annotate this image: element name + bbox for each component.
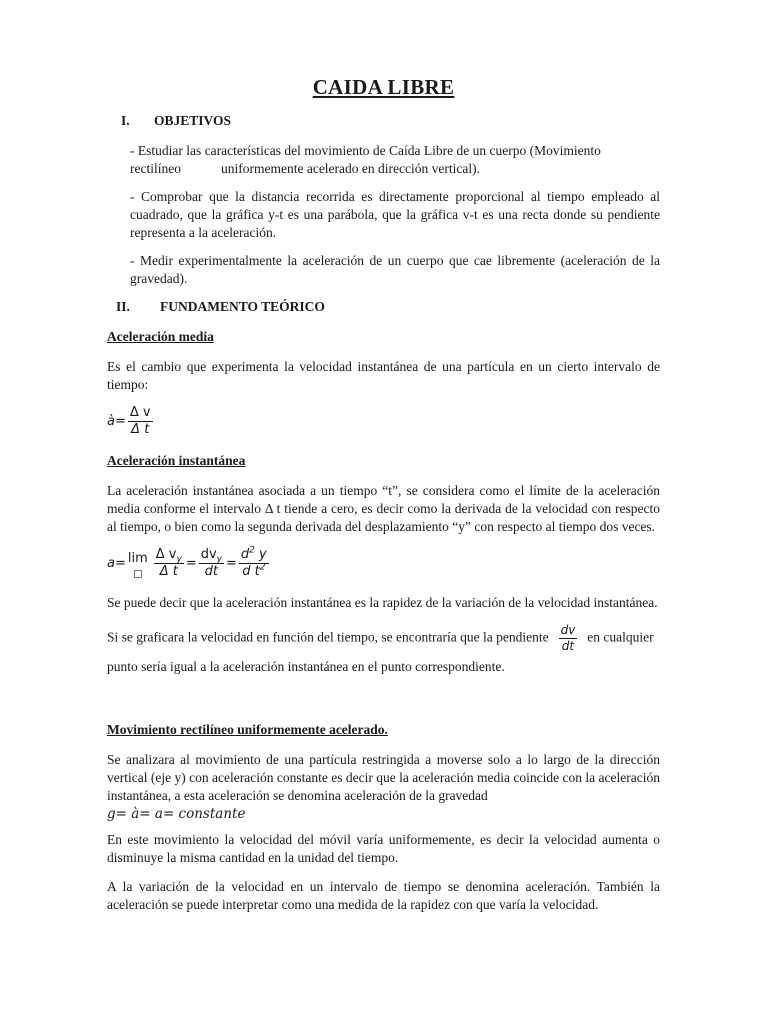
section-title: FUNDAMENTO TEÓRICO	[160, 299, 325, 314]
limit-text: lim	[127, 550, 148, 566]
paragraph-pendiente-cont: punto sería igual a la aceleración instantánea en el punto correspondiente.	[107, 659, 505, 674]
objective-line: - Estudiar las características del movimiento de Caída Libre de un cuerpo (Movimiento	[130, 143, 601, 158]
fraction-denominator: Δ t	[159, 564, 178, 579]
section-number: II.	[116, 299, 130, 314]
paragraph-mrua-2: En este movimiento la velocidad del móvil varía uniformemente, es decir la velocidad aumenta o disminuye la misma cantidad en la unidad del tiempo.	[107, 832, 660, 865]
formula-fraction	[128, 405, 153, 438]
formula-fraction-2	[199, 547, 224, 580]
paragraph-aceleracion-instantanea: La aceleración instantánea asociada a un tiempo “t”, se considera como el límite de la aceleración media conforme el intervalo Δ t tiende a cero, es decir como la derivada de la velocidad con respecto al tiempo, o bien como la segunda derivada del desplazamiento “y” con respecto al tiempo dos veces.	[107, 483, 660, 534]
fraction-denominator: dt	[204, 564, 219, 579]
formula-aceleracion-instantanea	[107, 547, 660, 580]
document-page	[107, 70, 660, 925]
formula-equals: =	[114, 555, 126, 571]
formula-equals: =	[185, 555, 197, 571]
objectives-list	[130, 142, 660, 288]
objective-item-2: - Comprobar que la distancia recorrida es directamente proporcional al tiempo empleado al cuadrado, que la gráfica y-t es una parábola, que la gráfica v-t es una recta donde su pendiente representa a la aceleración.	[130, 189, 660, 240]
inline-fraction-dv-dt: $\frac{dv}{dt}$	[560, 623, 576, 653]
section-heading-fundamento	[116, 298, 660, 316]
fraction-denominator: d $t^2$	[242, 562, 266, 579]
limit-placeholder-icon	[134, 570, 142, 578]
subheading-aceleracion-instantanea: Aceleración instantánea	[107, 453, 246, 468]
section-number: I.	[121, 113, 130, 128]
paragraph-pendiente: Si se graficara la velocidad en función del tiempo, se encontraría que la pendiente $\frac{dv}{dt}$ en cualquier	[107, 623, 654, 653]
subheading-aceleracion-media: Aceleración media	[107, 329, 214, 344]
formula-fraction-3	[239, 547, 269, 580]
fraction-numerator: Δ v	[129, 405, 151, 420]
objective-item-1	[130, 142, 660, 178]
objective-line-part: rectilíneo	[130, 161, 181, 176]
paragraph-mrua-3: A la variación de la velocidad en un intervalo de tiempo se denomina aceleración. También la aceleración se puede interpretar como una medida de la rapidez con que varía la velocidad.	[107, 879, 660, 912]
formula-equals: =	[226, 555, 237, 571]
paragraph-mrua-1: Se analizara al movimiento de una partícula restringida a moverse solo a lo largo de la dirección vertical (eje y) con aceleración constante es decir que la aceleración media coincide con la aceleración instantánea, a esta aceleración se denomina aceleración de la gravedad g= à= a= constante	[107, 752, 660, 822]
fraction-numerator: $dv_y$	[200, 547, 222, 565]
objective-line-part: uniformemente acelerado en dirección vertical).	[220, 161, 480, 176]
section-title: OBJETIVOS	[154, 113, 232, 128]
limit-operator	[128, 550, 148, 578]
formula-equals: =	[114, 413, 126, 429]
paragraph-rapidez-variacion: Se puede decir que la aceleración instantánea es la rapidez de la variación de la velocidad instantánea.	[107, 595, 658, 610]
fraction-numerator: $d^2$ y	[240, 545, 267, 562]
subheading-mrua: Movimiento rectilíneo uniformemente acelerado.	[107, 722, 388, 737]
formula-fraction-1	[154, 547, 184, 580]
document-title: CAIDA LIBRE	[312, 75, 455, 99]
formula-aceleracion-media	[107, 405, 660, 438]
objective-item-3: - Medir experimentalmente la aceleración de un cuerpo que cae libremente (aceleración de la gravedad).	[130, 253, 660, 286]
formula-symbol: à	[107, 413, 115, 429]
fraction-denominator: Δ t	[131, 422, 150, 437]
section-heading-objetivos	[121, 112, 660, 130]
formula-gravedad: g= à= a= constante	[107, 806, 246, 822]
formula-symbol: a	[107, 555, 115, 571]
paragraph-aceleracion-media: Es el cambio que experimenta la velocidad instantánea de una partícula en un cierto intervalo de tiempo:	[107, 359, 660, 392]
fraction-numerator: Δ $v_y$	[155, 547, 182, 565]
